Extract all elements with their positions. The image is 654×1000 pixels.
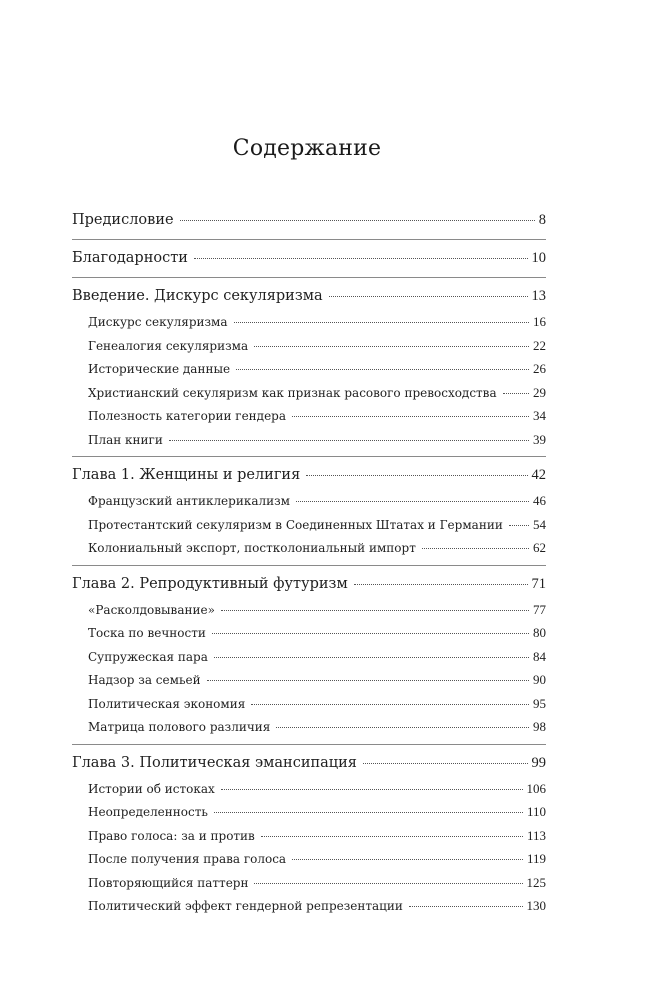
entry-label: Колониальный экспорт, постколониальный импорт (88, 541, 416, 555)
entry-label: Глава 2. Репродуктивный футуризм (72, 575, 348, 592)
entry-label: Французский антиклерикализм (88, 494, 290, 508)
toc-section (72, 462, 546, 566)
toc-section (72, 207, 546, 240)
toc-subsection-entry (72, 334, 546, 358)
dot-leader (234, 322, 529, 323)
entry-label: Дискурс секуляризма (88, 315, 228, 329)
dot-leader (422, 548, 529, 549)
page-number: 77 (533, 601, 546, 617)
toc-subsection-entry (72, 310, 546, 334)
table-of-contents (72, 207, 546, 928)
entry-label: Глава 3. Политическая эмансипация (72, 754, 357, 771)
toc-section (72, 245, 546, 278)
entry-label: Право голоса: за и против (88, 828, 255, 843)
entry-label: Супружеская пара (88, 649, 208, 664)
entry-label: Политическая экономия (88, 696, 246, 711)
dot-leader (180, 220, 535, 221)
dot-leader (221, 789, 523, 790)
page-number: 22 (533, 337, 546, 353)
entry-label: Протестантский секуляризм в Соединенных Штатах и Германии (88, 517, 503, 532)
toc-subsection-entry (72, 692, 546, 716)
dot-leader (296, 501, 529, 502)
page-number: 113 (526, 827, 546, 843)
toc-subsection-entry (72, 621, 546, 645)
page-number: 34 (533, 408, 546, 423)
entry-label: Истории об истоках (88, 781, 215, 796)
page-number: 62 (533, 540, 546, 555)
entry-label: Надзор за семьей (88, 673, 201, 687)
toc-subsection-entry (72, 357, 546, 381)
toc-chapter-entry (72, 245, 546, 272)
page-number: 29 (533, 384, 546, 400)
page-number: 84 (533, 648, 546, 664)
dot-leader (306, 475, 527, 476)
entry-label: Матрица полового различия (88, 720, 271, 734)
toc-subsection-entry (72, 800, 546, 824)
toc-subsection-entry (72, 894, 546, 918)
dot-leader (212, 633, 529, 634)
toc-subsection-entry (72, 428, 546, 452)
toc-section (72, 571, 546, 745)
dot-leader (254, 883, 522, 884)
toc-subsection-entry (72, 777, 546, 801)
toc-section (72, 750, 546, 923)
dot-leader (261, 836, 523, 837)
toc-subsection-entry (72, 871, 546, 895)
entry-label: Благодарности (72, 250, 188, 266)
dot-leader (292, 416, 529, 417)
toc-chapter-entry (72, 571, 546, 598)
toc-subsection-entry (72, 645, 546, 669)
toc-chapter-entry (72, 283, 546, 310)
entry-label: Глава 1. Женщины и религия (72, 467, 301, 483)
entry-label: После получения права голоса (88, 852, 287, 866)
dot-leader (409, 906, 523, 907)
toc-subsection-entry (72, 489, 546, 513)
entry-label: «Расколдовывание» (88, 602, 215, 617)
page-number: 106 (526, 780, 546, 796)
dot-leader (251, 704, 529, 705)
toc-subsection-entry (72, 381, 546, 405)
dot-leader (169, 440, 529, 441)
page-number: 42 (531, 467, 546, 483)
dot-leader (221, 610, 529, 611)
dot-leader (214, 657, 529, 658)
toc-subsection-entry (72, 404, 546, 428)
page-number: 90 (533, 672, 546, 687)
dot-leader (207, 680, 529, 681)
toc-subsection-entry (72, 598, 546, 622)
dot-leader (329, 296, 528, 297)
entry-label: Генеалогия секуляризма (88, 338, 249, 353)
entry-label: Повторяющийся паттерн (88, 875, 249, 890)
page-number: 39 (533, 431, 546, 447)
entry-label: Неопределенность (88, 805, 208, 819)
dot-leader (363, 763, 528, 764)
page-number: 125 (526, 874, 546, 890)
toc-subsection-entry (72, 715, 546, 739)
dot-leader (354, 584, 528, 585)
page-number: 26 (533, 361, 546, 376)
entry-label: План книги (88, 432, 163, 447)
entry-label: Тоска по вечности (88, 626, 206, 640)
dot-leader (214, 812, 523, 813)
page-number: 16 (533, 314, 546, 329)
page-number: 8 (538, 212, 546, 228)
toc-subsection-entry (72, 513, 546, 537)
page-title: Содержание (232, 136, 382, 161)
dot-leader (292, 859, 523, 860)
page-number: 13 (531, 288, 546, 304)
toc-subsection-entry (72, 847, 546, 871)
toc-chapter-entry (72, 207, 546, 234)
toc-section (72, 283, 546, 457)
toc-chapter-entry (72, 462, 546, 489)
page-number: 98 (533, 719, 546, 734)
dot-leader (236, 369, 529, 370)
dot-leader (509, 525, 529, 526)
page-number: 71 (531, 575, 546, 592)
entry-label: Введение. Дискурс секуляризма (72, 288, 323, 304)
page-number: 99 (531, 754, 546, 771)
page-number: 119 (526, 851, 546, 866)
page-number: 54 (533, 516, 546, 532)
dot-leader (254, 346, 529, 347)
page-number: 80 (533, 625, 546, 640)
dot-leader (503, 393, 529, 394)
page-number: 46 (533, 493, 546, 508)
page-number: 95 (533, 695, 546, 711)
entry-label: Христианский секуляризм как признак расового превосходства (88, 385, 497, 400)
entry-label: Полезность категории гендера (88, 409, 286, 423)
toc-subsection-entry (72, 536, 546, 560)
entry-label: Политический эффект гендерной репрезентации (88, 899, 403, 913)
dot-leader (194, 258, 528, 259)
toc-subsection-entry (72, 668, 546, 692)
page-number: 130 (526, 898, 546, 913)
toc-chapter-entry (72, 750, 546, 777)
dot-leader (276, 727, 529, 728)
page-number: 10 (531, 250, 546, 266)
entry-label: Исторические данные (88, 362, 231, 376)
entry-label: Предисловие (72, 212, 174, 228)
toc-subsection-entry (72, 824, 546, 848)
page-number: 110 (526, 804, 546, 819)
